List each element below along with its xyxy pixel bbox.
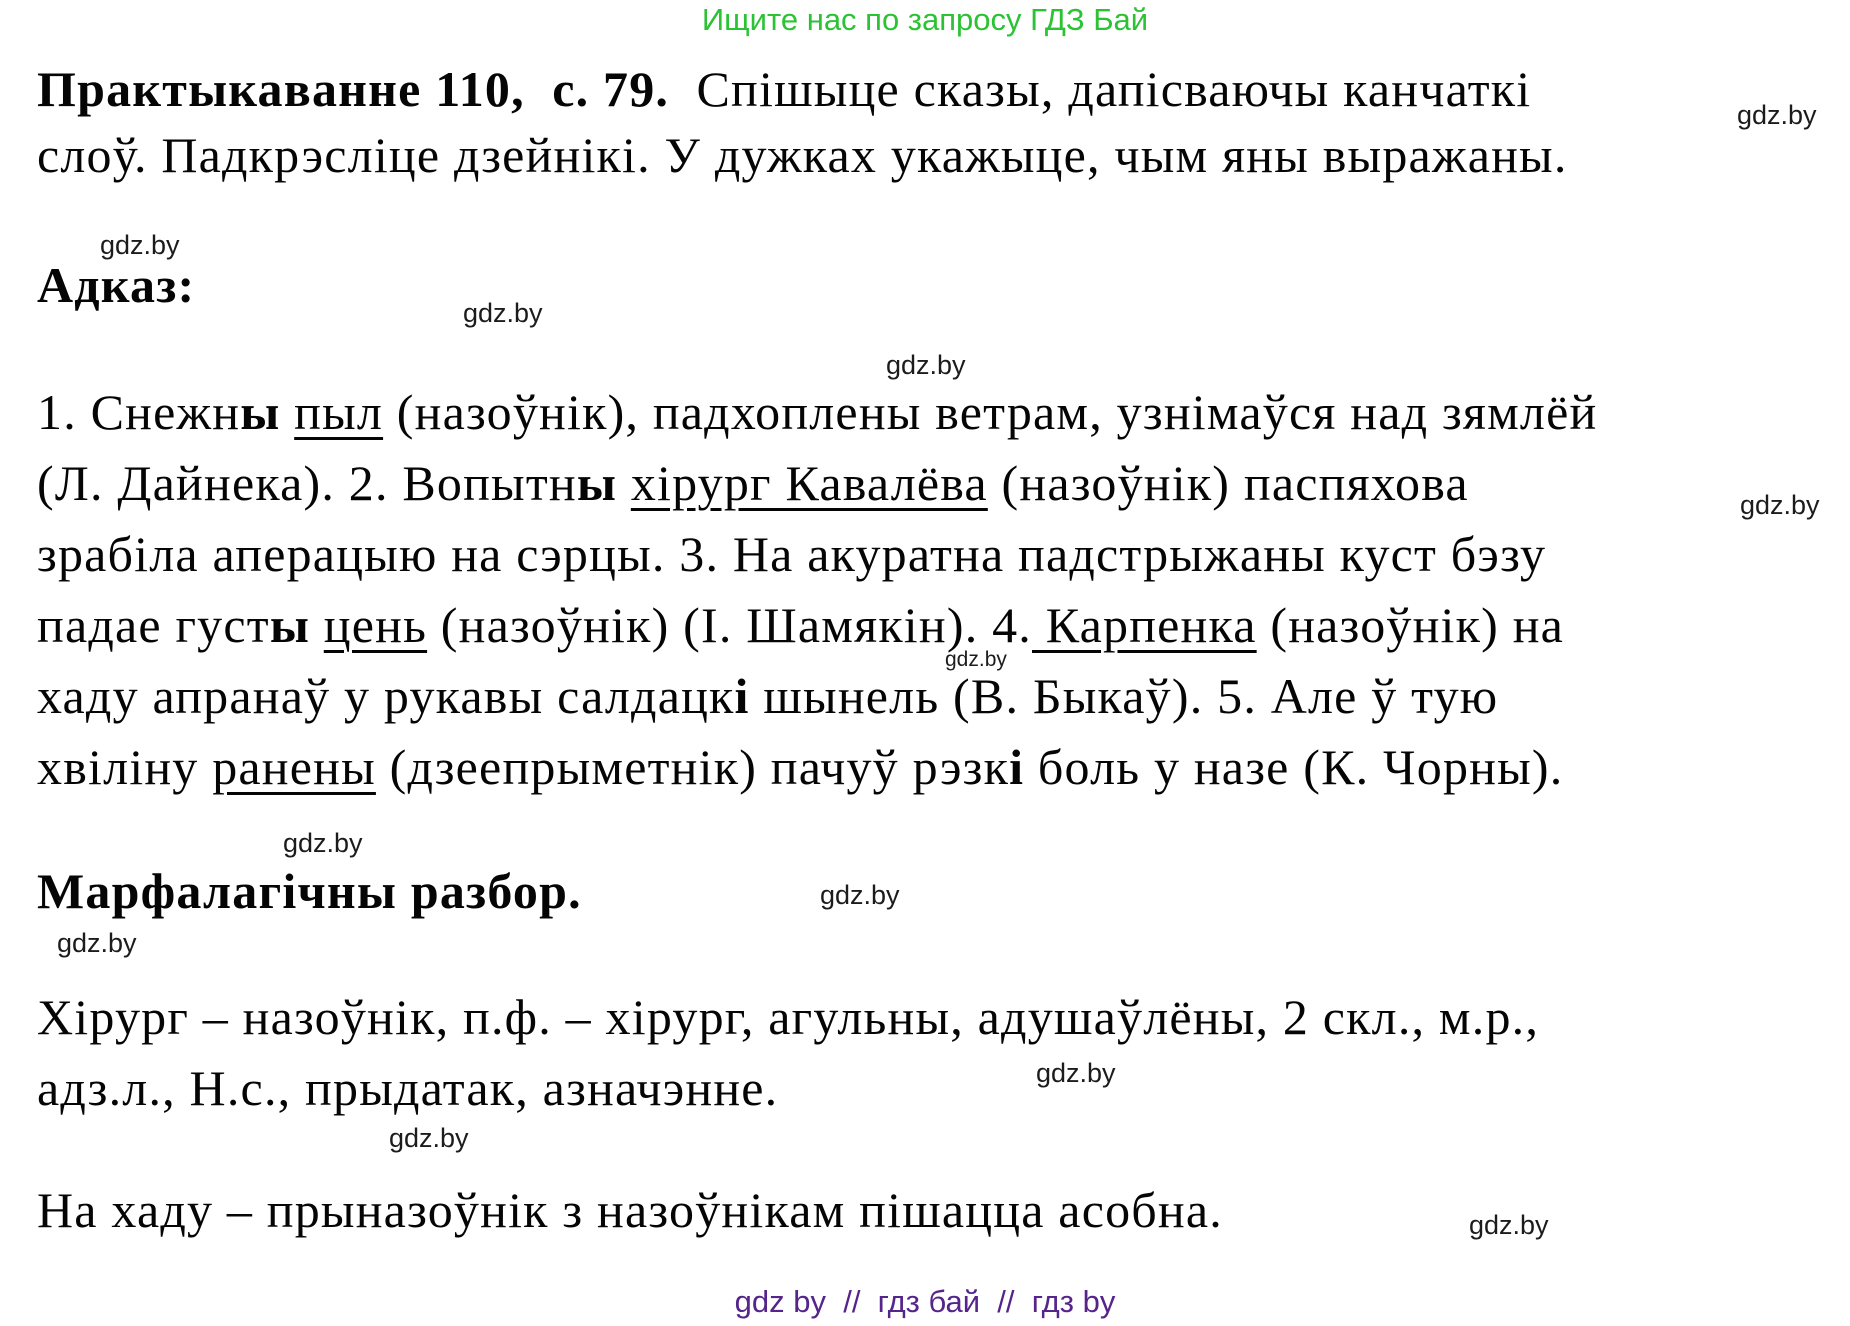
- watermark: gdz.by: [100, 230, 180, 260]
- answer-line-1: 1. Снежны пыл (назоўнік), падхоплены ветрам, узнімаўся над зямлёй: [37, 384, 1598, 440]
- watermark: gdz.by: [1036, 1058, 1116, 1088]
- note-line: На хаду – прыназоўнік з назоўнікам пішацца асобна.: [37, 1182, 1223, 1238]
- answer-line-4: падае густы цень (назоўнік) (І. Шамякін). 4. Карпенка (назоўнік) на: [37, 597, 1565, 653]
- answer-line-2: (Л. Дайнека). 2. Вопытны хірург Кавалёва (назоўнік) паспяхова: [37, 455, 1469, 511]
- answer-line-3: зрабіла аперацыю на сэрцы. 3. На акуратна падстрыжаны куст бэзу: [37, 526, 1547, 582]
- site-footer-text: gdz by // гдз бай // гдз by: [734, 1284, 1116, 1319]
- promo-banner-text: Ищите нас по запросу ГДЗ Бай: [701, 2, 1149, 37]
- watermark: gdz.by: [1740, 490, 1820, 520]
- watermark: gdz.by: [886, 350, 966, 380]
- watermark: gdz.by: [1469, 1210, 1549, 1240]
- answer-line-5: хаду апранаў у рукавы салдацкі шынель (В. Быкаў). 5. Але ў тую: [37, 668, 1499, 724]
- answer-label: Адказ:: [37, 257, 196, 313]
- morphology-line-2: адз.л., Н.с., прыдатак, азначэнне.: [37, 1060, 779, 1116]
- watermark: gdz.by: [820, 880, 900, 910]
- morphology-heading: Марфалагічны разбор.: [37, 863, 582, 919]
- task-heading-line-2: слоў. Падкрэсліце дзейнікі. У дужках укажыце, чым яны выражаны.: [37, 127, 1568, 183]
- morphology-line-1: Хірург – назоўнік, п.ф. – хірург, агульны, адушаўлёны, 2 скл., м.р.,: [37, 989, 1540, 1045]
- task-heading-line-1: Практыкаванне 110, с. 79. Спішыце сказы, дапісваючы канчаткі: [37, 61, 1532, 117]
- watermark: gdz.by: [463, 298, 543, 328]
- watermark: gdz.by: [389, 1123, 469, 1153]
- answer-line-6: хвіліну ранены (дзеепрыметнік) пачуў рэзкі боль у назе (К. Чорны).: [37, 739, 1564, 795]
- watermark: gdz.by: [945, 648, 1007, 671]
- watermark: gdz.by: [1737, 100, 1817, 130]
- watermark: gdz.by: [283, 828, 363, 858]
- watermark: gdz.by: [57, 928, 137, 958]
